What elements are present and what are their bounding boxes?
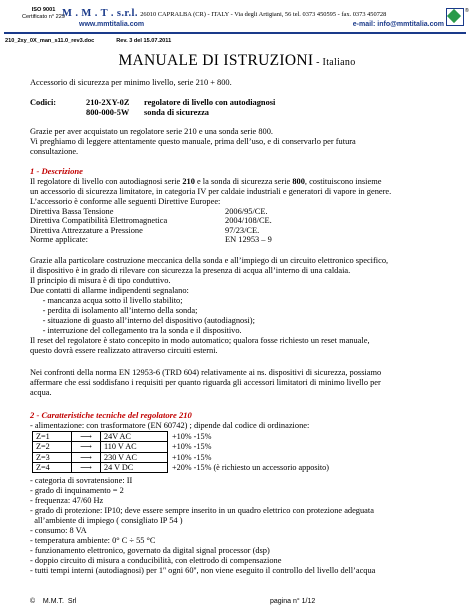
arrow-right-icon: ⟶ — [72, 432, 101, 442]
thanks-line: Vi preghiamo di leggere attentamente questo manuale, prima dell’uso, e di conservarlo per futura — [30, 137, 356, 146]
company-line — [62, 8, 386, 19]
directives-table — [30, 207, 272, 244]
directive-name: Direttiva Attrezzature a Pressione — [30, 225, 143, 235]
codes-line-1 — [30, 98, 276, 107]
alarm-list-item: - perdita di isolamento all’interno della sonda; — [30, 306, 198, 315]
series-210: 210 — [182, 177, 195, 186]
spec-item: - consumo: 8 VA — [30, 526, 87, 535]
section-1-para: acqua. — [30, 388, 52, 397]
alarm-list-item: - mancanza acqua sotto il livello stabilito; — [30, 296, 183, 305]
para-text: , costituiscono insieme — [304, 177, 382, 186]
company-logo-icon — [446, 8, 464, 26]
supply-line: - alimentazione: con trasformatore (EN 60742) ; dipende dal codice di ordinazione: — [30, 421, 310, 430]
letterhead — [4, 6, 469, 34]
codes-label: Codici: — [30, 98, 57, 107]
table-row — [33, 462, 332, 472]
directive-name: Direttiva Compatibilità Elettromagnetica — [30, 216, 168, 226]
arrow-right-icon: ⟶ — [72, 452, 101, 462]
title-main: MANUALE DI ISTRUZIONI — [118, 52, 314, 69]
section-1-para: affermare che essi soddisfano i requisiti per quanto riguarda gli accessori limitatori di minimo livello per — [30, 378, 381, 387]
section-1-para: Il reset del regolatore è stato concepito in modo automatico; qualora fosse richiesto un reset manuale, — [30, 336, 370, 345]
code-1-desc: regolatore di livello con autodiagnosi — [144, 98, 276, 107]
spec-item: - doppio circuito di misura a conducibilità, con elettrodo di compensazione — [30, 556, 282, 565]
company-address: 26010 CAPRALBA (CR) - ITALY - Via degli Artigiani, 56 tel. 0373 450595 - fax. 0373 450728 — [140, 11, 387, 18]
supply-tolerance: +20% -15% (è richiesto un accessorio apposito) — [172, 462, 329, 472]
supply-tolerance: +10% -15% — [172, 452, 212, 462]
code-2-desc: sonda di sicurezza — [144, 108, 209, 117]
directive-value: 2006/95/CE. — [225, 207, 268, 216]
table-row — [30, 226, 272, 235]
directive-value: 2004/108/CE. — [225, 216, 272, 226]
alarm-list-item: - situazione di guasto all’interno del dispositivo (autodiagnosi); — [30, 316, 255, 325]
spec-item: all’ambiente di impiego ( consigliato IP 54 ) — [30, 516, 183, 525]
supply-table — [32, 431, 332, 473]
company-email[interactable]: e-mail: info@mmtitalia.com — [352, 21, 444, 28]
directive-name: Direttiva Bassa Tensione — [30, 207, 114, 216]
section-1-para: L’accessorio è conforme alle seguenti Direttive Europee: — [30, 197, 221, 206]
supply-voltage: 110 V AC — [101, 442, 168, 452]
table-row — [33, 452, 332, 462]
spec-item: - temperatura ambiente: 0° C ÷ 55 °C — [30, 536, 156, 545]
thanks-line: Grazie per aver acquistato un regolatore serie 210 e una sonda serie 800. — [30, 127, 274, 136]
thanks-line: consultazione. — [30, 147, 79, 156]
series-800: 800 — [292, 177, 305, 186]
page-title — [0, 52, 474, 70]
supply-voltage: 230 V AC — [101, 452, 168, 462]
iso-certificate: Certificato n° 229 — [22, 13, 65, 20]
supply-voltage: 24V AC — [101, 432, 168, 442]
spec-item: - tutti tempi interni (autodiagnosi) per 1'' ogni 60'', non viene eseguito il controllo del livello dell’acqua — [30, 566, 376, 575]
para-text: e la sonda di sicurezza serie — [194, 177, 293, 186]
section-2-title: 2 - Caratteristiche tecniche del regolatore 210 — [30, 410, 192, 420]
footer-copyright: © M.M.T. Srl — [30, 598, 77, 605]
section-1-title: 1 - Descrizione — [30, 166, 83, 176]
section-1-para: un accessorio di sicurezza limitatore, in categoria IV per caldaie industriali e generatori di vapore in genere. — [30, 187, 392, 196]
section-1-para: Nei confronti della norma EN 12953-6 (TRD 604) relativamente ai ns. dispositivi di sicurezza, possiamo — [30, 368, 382, 377]
code-2: 800-000-5W — [86, 108, 130, 117]
para-text: Il regolatore di livello con autodiagnosi serie — [30, 177, 183, 186]
supply-code: Z=4 — [33, 462, 72, 472]
document-reference — [5, 38, 171, 44]
table-row — [30, 216, 272, 225]
document-revision: Rev. 3 del 15.07.2011 — [116, 38, 172, 44]
table-row — [30, 235, 272, 244]
table-row — [33, 442, 332, 452]
supply-code: Z=2 — [33, 442, 72, 452]
document-filename: 210_2xy_0X_man_s11.0_rev3.doc — [5, 38, 95, 44]
table-row — [33, 432, 332, 442]
title-language: - Italiano — [313, 57, 356, 68]
section-1-para: questo dovrà essere realizzato attraverso circuiti esterni. — [30, 346, 218, 355]
section-1-para: Grazie alla particolare costruzione meccanica della sonda e all’impiego di un circuito elettronico specifico, — [30, 256, 389, 265]
supply-voltage: 24 V DC — [101, 462, 168, 472]
intro-text: Accessorio di sicurezza per minimo livello, serie 210 + 800. — [30, 78, 232, 87]
spec-item: - grado di inquinamento = 2 — [30, 486, 124, 495]
table-row — [30, 207, 272, 216]
supply-tolerance: +10% -15% — [172, 442, 212, 452]
directive-value: 97/23/CE. — [225, 225, 260, 235]
supply-code: Z=3 — [33, 452, 72, 462]
directive-name: Norme applicate: — [30, 234, 88, 244]
iso-badge — [22, 7, 65, 20]
section-1-para: Due contatti di allarme indipendenti segnalano: — [30, 286, 189, 295]
arrow-right-icon: ⟶ — [72, 462, 101, 472]
company-website[interactable]: www.mmtitalia.com — [79, 21, 145, 28]
spec-item: - categoria di sovratensione: II — [30, 476, 133, 485]
section-1-para — [30, 177, 381, 186]
alarm-list-item: - interruzione del collegamento tra la sonda e il dispositivo. — [30, 326, 242, 335]
supply-tolerance: +10% -15% — [172, 432, 212, 441]
supply-code: Z=1 — [33, 432, 72, 442]
spec-item: - grado di protezione: IP10; deve essere sempre inserito in un quadro elettrico con protezione adeguata — [30, 506, 374, 515]
spec-item: - funzionamento elettronico, governato da digital signal processor (dsp) — [30, 546, 270, 555]
directive-value: EN 12953 – 9 — [225, 234, 272, 244]
spec-item: - frequenza: 47/60 Hz — [30, 496, 104, 505]
code-1: 210-2XY-0Z — [86, 98, 130, 107]
footer-page-number: pagina n° 1/12 — [270, 598, 316, 605]
iso-title: ISO 9001 — [31, 7, 56, 13]
registered-mark-icon: ® — [465, 8, 469, 14]
company-name: M . M . T . s.r.l. — [62, 8, 138, 19]
section-1-para: il dispositivo è in grado di rilevare con sicurezza la presenza di acqua all’interno di una caldaia. — [30, 266, 351, 275]
arrow-right-icon: ⟶ — [72, 442, 101, 452]
section-1-para: Il principio di misura è di tipo conduttivo. — [30, 276, 171, 285]
